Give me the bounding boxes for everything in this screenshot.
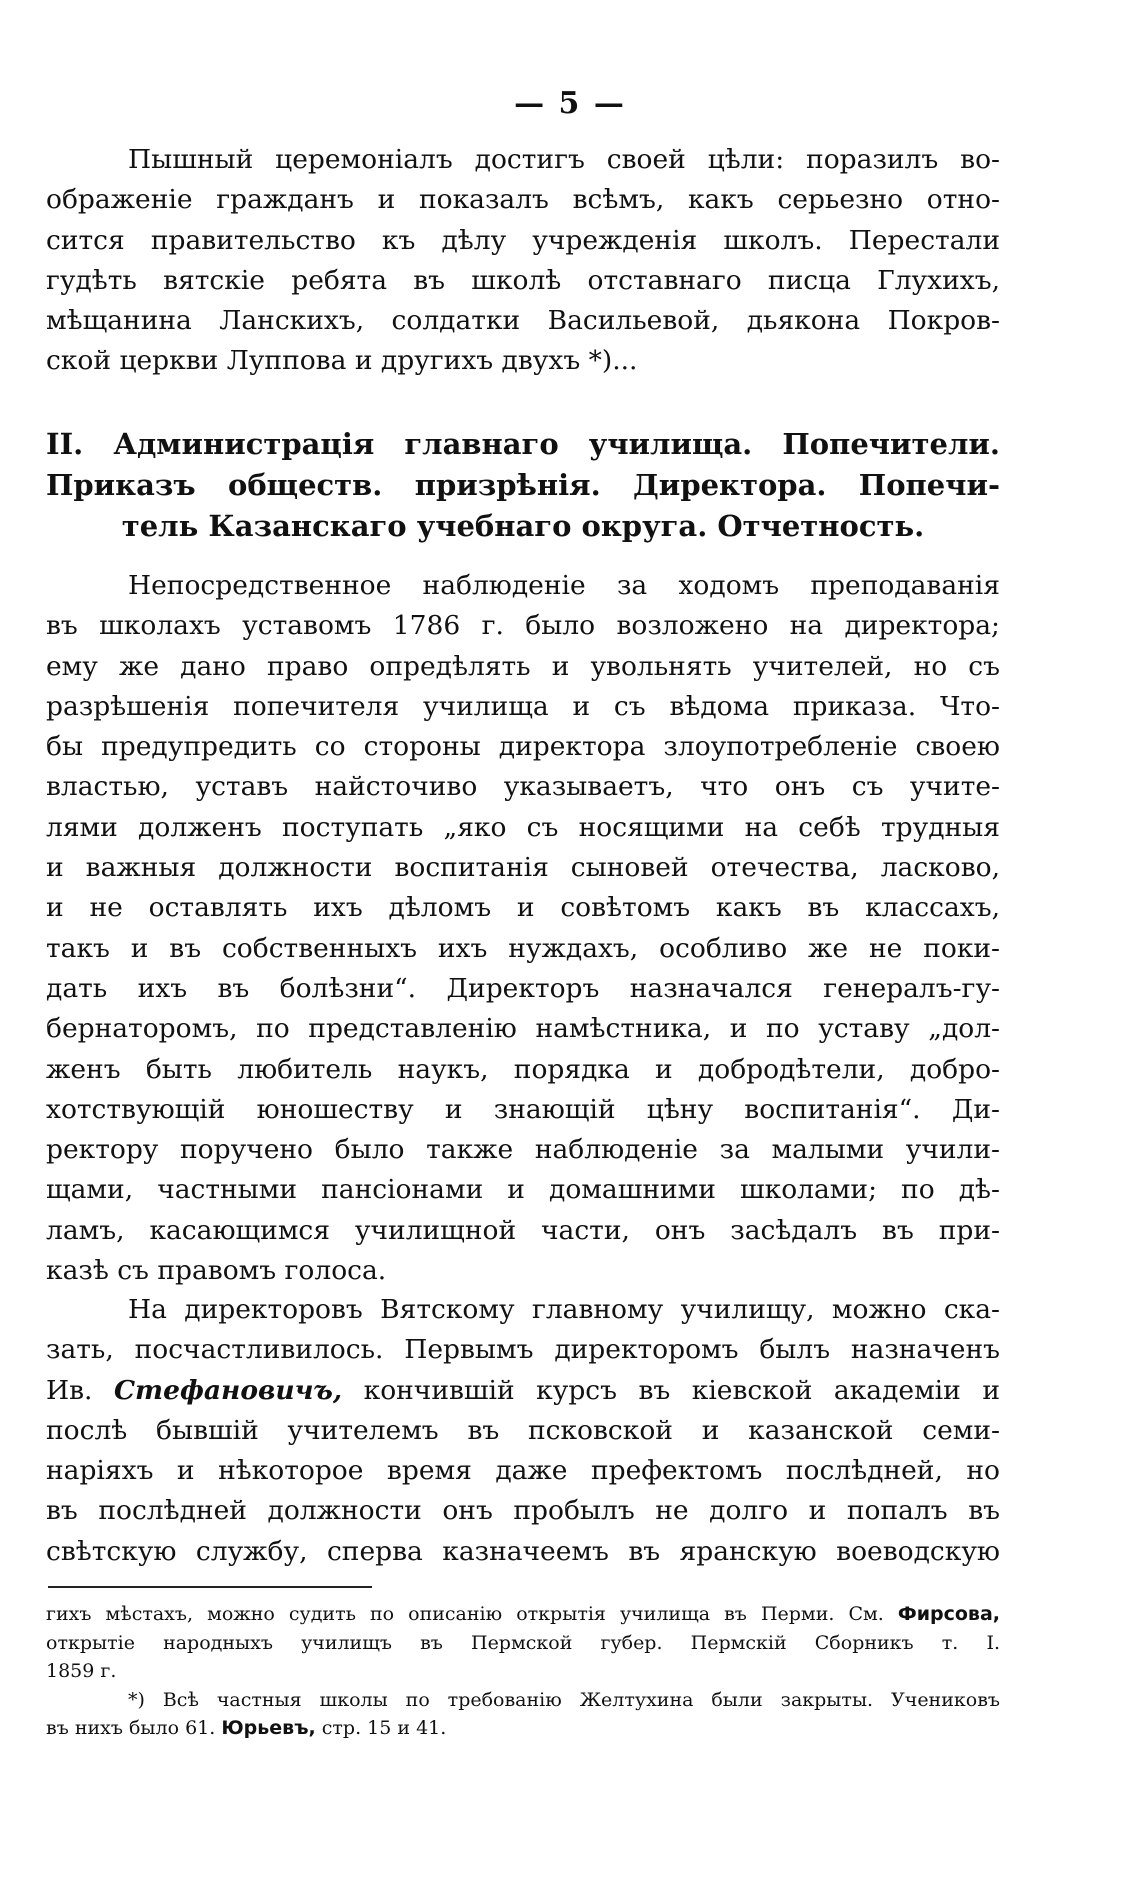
- heading-line: тель Казанскаго учебнаго округа. Отчетность.: [121, 509, 925, 543]
- footnote-line: 1859 г.: [46, 1660, 117, 1683]
- text-line: женъ быть любитель наукъ, порядка и добродѣтели, добро-: [46, 1053, 1000, 1085]
- text-line: [46, 1371, 1000, 1411]
- text-line: ректору поручено было также наблюденіе за малыми учили-: [46, 1134, 1000, 1166]
- text-line: лями долженъ поступать „яко съ носящими на себѣ трудныя: [46, 811, 1000, 843]
- text-line: властью, уставъ найсточиво указываетъ, что онъ съ учите-: [46, 771, 1000, 803]
- text-line: бы предупредить со стороны директора злоупотребленіе своею: [46, 731, 1000, 763]
- text-line: щами, частными пансіонами и домашними школами; по дѣ-: [46, 1174, 1000, 1206]
- text-fragment: гихъ мѣстахъ, можно судить по описанію открытія училища въ Перми. См.: [46, 1603, 884, 1625]
- footnote-line: [46, 1714, 1000, 1743]
- intro-paragraph: [46, 140, 1000, 382]
- text-line: мѣщанина Ланскихъ, солдатки Васильевой, дьякона Покров-: [46, 305, 1000, 337]
- footnote-line: *) Всѣ частныя школы по требованію Желтухина были закрыты. Учениковъ: [128, 1688, 1000, 1711]
- footnote-line: [46, 1600, 1000, 1629]
- text-fragment: Ив.: [46, 1374, 93, 1406]
- text-line: дать ихъ въ болѣзни“. Директоръ назначался генералъ-гу-: [46, 972, 1000, 1004]
- text-fragment: въ нихъ было 61.: [46, 1717, 216, 1740]
- text-line: ламъ, касающимся училищной части, онъ засѣдалъ въ при-: [46, 1214, 1000, 1246]
- text-line: сится правительство къ дѣлу учрежденія школъ. Перестали: [46, 224, 1000, 256]
- cited-author: Фирсова,: [897, 1603, 1000, 1625]
- text-line: и не оставлять ихъ дѣломъ и совѣтомъ какъ въ классахъ,: [46, 892, 1000, 924]
- text-line: казѣ съ правомъ голоса.: [46, 1255, 387, 1287]
- text-fragment: кончившій курсъ въ кіевской академіи и: [363, 1374, 1000, 1406]
- paragraph-directors: [46, 1290, 1000, 1572]
- page-number: — 5 —: [514, 86, 626, 121]
- text-line: бернаторомъ, по представленію намѣстника, и по уставу „дол-: [46, 1013, 1000, 1045]
- text-line: зать, посчастливилось. Первымъ директоромъ былъ назначенъ: [46, 1334, 1000, 1366]
- text-line: ской церкви Луппова и другихъ двухъ *)...: [46, 345, 638, 377]
- text-line: наріяхъ и нѣкоторое время даже префектомъ послѣдней, но: [46, 1455, 1000, 1487]
- heading-line: II. Администрація главнаго училища. Попечители.: [46, 427, 1000, 461]
- text-line: ображеніе гражданъ и показалъ всѣмъ, какъ серьезно отно-: [46, 184, 1000, 216]
- text-fragment: стр. 15 и 41.: [321, 1717, 447, 1740]
- director-name: Стефановичъ,: [113, 1374, 343, 1406]
- paragraph-administration: [46, 566, 1000, 1291]
- text-line: разрѣшенія попечителя училища и съ вѣдома приказа. Что-: [46, 690, 1000, 722]
- text-line: ему же дано право опредѣлять и увольнять учителей, но съ: [46, 650, 1000, 682]
- text-line: свѣтскую службу, сперва казначеемъ въ яранскую воеводскую: [46, 1535, 1000, 1567]
- cited-author: Юрьевъ,: [221, 1717, 316, 1740]
- text-line: въ послѣдней должности онъ пробылъ не долго и попалъ въ: [46, 1495, 1000, 1527]
- text-line: Пышный церемоніалъ достигъ своей цѣли: поразилъ во-: [128, 144, 1000, 175]
- text-line: гудѣть вятскіе ребята въ школѣ отставнаго писца Глухихъ,: [46, 264, 1000, 296]
- text-line: хотствующій юношеству и знающій цѣну воспитанія“. Ди-: [46, 1093, 1000, 1125]
- footnote-line: открытіе народныхъ училищъ въ Пермской губер. Пермскій Сборникъ т. I.: [46, 1631, 1000, 1654]
- heading-line: Приказъ обществ. призрѣнія. Директора. Попечи-: [46, 468, 1000, 502]
- text-line: такъ и въ собственныхъ ихъ нуждахъ, особливо же не поки-: [46, 932, 1000, 964]
- text-line: въ школахъ уставомъ 1786 г. было возложено на директора;: [46, 610, 1000, 642]
- footnotes: [46, 1600, 1000, 1743]
- text-line: и важныя должности воспитанія сыновей отечества, ласково,: [46, 852, 1000, 884]
- section-heading: [46, 424, 1000, 547]
- text-line: Непосредственное наблюденіе за ходомъ преподаванія: [128, 570, 1000, 601]
- footnote-divider: [48, 1586, 372, 1588]
- text-line: На директоровъ Вятскому главному училищу, можно ска-: [128, 1294, 1000, 1325]
- text-line: послѣ бывшій учителемъ въ псковской и казанской семи-: [46, 1414, 1000, 1446]
